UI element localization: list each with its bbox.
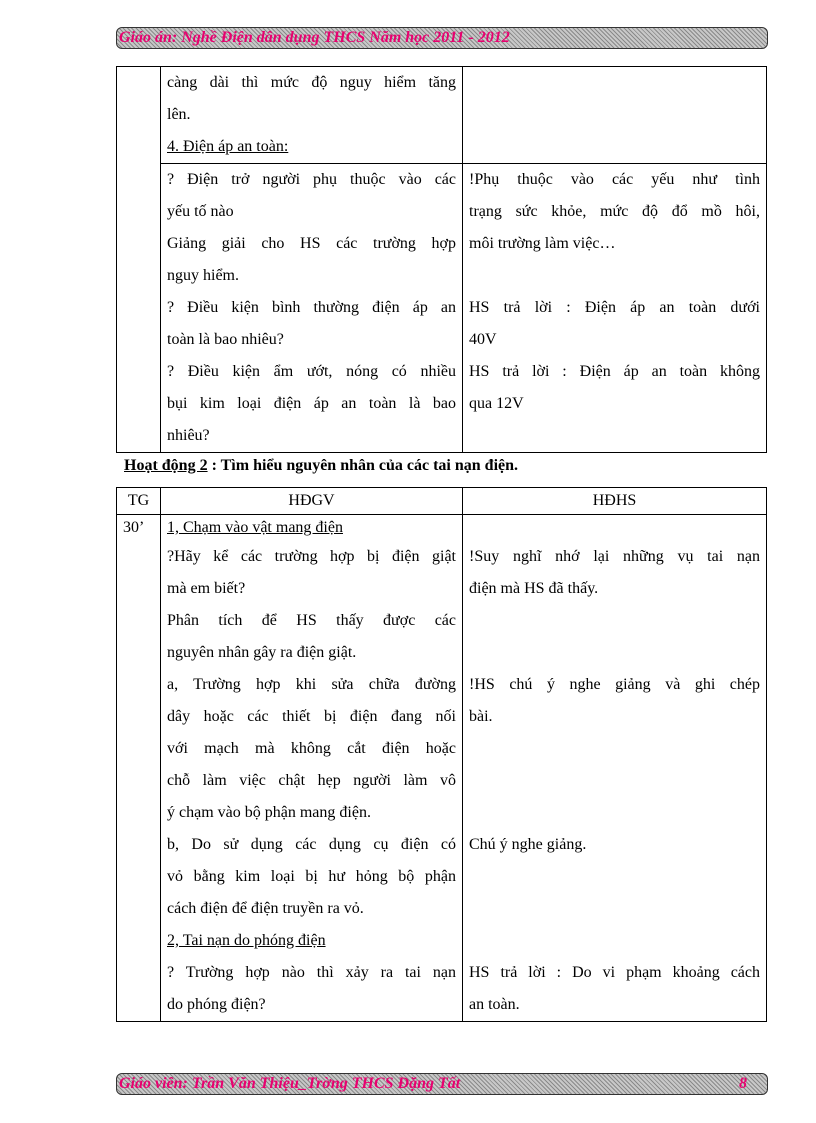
text-line: bài. — [469, 708, 493, 725]
text-line: Giảng giải cho HS các trường hợp — [167, 235, 456, 252]
footer-banner — [116, 1073, 768, 1095]
time-cell — [117, 515, 161, 1022]
text-line: cách điện để điện truyền ra vỏ. — [167, 900, 364, 917]
text-line: dây hoặc các thiết bị điện đang nối — [167, 708, 456, 725]
text-line: nhiêu? — [167, 427, 210, 444]
text-line: ? Trường hợp nào thì xảy ra tai nạn — [167, 964, 456, 981]
text-line: !Suy nghĩ nhớ lại những vụ tai nạn — [469, 548, 760, 565]
lesson-table-continued — [116, 66, 767, 453]
empty-line — [469, 637, 760, 669]
time-value: 30’ — [123, 519, 145, 536]
text-line: an toàn. — [469, 996, 520, 1013]
lesson-table — [116, 487, 767, 1022]
hdgv-header: HĐGV — [161, 488, 463, 515]
text-line: Phân tích để HS thấy được các — [167, 612, 456, 629]
text-line: HS trả lời : Do vi phạm khoảng cách — [469, 964, 760, 981]
hdgv-cell — [161, 292, 463, 356]
text-line: b, Do sử dụng các dụng cụ điện có — [167, 836, 456, 853]
empty-line — [469, 733, 760, 765]
text-line: mà em biết? — [167, 580, 246, 597]
section-title: 4. Điện áp an toàn: — [167, 138, 289, 155]
text-line: a, Trường hợp khi sửa chữa đường — [167, 676, 456, 693]
empty-line — [469, 925, 760, 957]
text-line: trạng sức khỏe, mức độ đổ mồ hôi, — [469, 203, 760, 220]
text-line: 40V — [469, 331, 497, 348]
hdhs-header: HĐHS — [463, 488, 767, 515]
table-row — [117, 515, 767, 1022]
empty-line — [469, 260, 760, 292]
text-line: môi trường làm việc… — [469, 235, 616, 252]
table-header-row — [117, 488, 767, 515]
text-line: HS trả lời : Điện áp an toàn không — [469, 363, 760, 380]
hdgv-cell — [161, 515, 463, 1022]
text-line: yếu tố nào — [167, 203, 234, 220]
hdhs-cell — [463, 356, 767, 453]
empty-line — [469, 797, 760, 829]
hdhs-cell — [463, 515, 767, 1022]
hdgv-cell — [161, 67, 463, 164]
text-line: chỗ làm việc chật hẹp người làm vô — [167, 772, 456, 789]
empty-line — [469, 893, 760, 925]
hdgv-cell — [161, 164, 463, 293]
header-text: Giáo án: Nghề Điện dân dụng THCS Năm học 2011 - 2012 — [119, 29, 510, 46]
tg-header: TG — [117, 488, 161, 515]
section-title: 1, Chạm vào vật mang điện — [167, 519, 343, 536]
text-line: Chú ý nghe giảng. — [469, 836, 587, 853]
text-line: nguyên nhân gây ra điện giật. — [167, 644, 357, 661]
hdgv-cell — [161, 356, 463, 453]
header-banner — [116, 27, 768, 49]
activity-title: : Tìm hiểu nguyên nhân của các tai nạn điện. — [207, 457, 519, 474]
text-line: càng dài thì mức độ nguy hiểm tăng — [167, 74, 456, 91]
tg-cell — [117, 67, 161, 453]
text-line: do phóng điện? — [167, 996, 266, 1013]
text-line: qua 12V — [469, 395, 524, 412]
text-line: HS trả lời : Điện áp an toàn dưới — [469, 299, 760, 316]
empty-line — [469, 420, 760, 452]
table-row — [117, 292, 767, 356]
text-line: ? Điều kiện ẩm ướt, nóng có nhiều — [167, 363, 456, 380]
empty-line — [469, 861, 760, 893]
text-line: với mạch mà không cắt điện hoặc — [167, 740, 456, 757]
text-line: ?Hãy kể các trường hợp bị điện giật — [167, 548, 456, 565]
text-line: bụi kim loại điện áp an toàn là bao — [167, 395, 456, 412]
table-row — [117, 67, 767, 164]
hdhs-cell — [463, 67, 767, 164]
text-line: toàn là bao nhiêu? — [167, 331, 284, 348]
section-title: 2, Tai nạn do phóng điện — [167, 932, 326, 949]
footer-text: Giáo viên: Trần Văn Thiệu_Trờng THCS Đặng Tất — [119, 1075, 461, 1092]
text-line: lên. — [167, 106, 191, 123]
text-line: !HS chú ý nghe giảng và ghi chép — [469, 676, 760, 693]
text-line: ? Điều kiện bình thường điện áp an — [167, 299, 456, 316]
text-line: vỏ bằng kim loại bị hư hỏng bộ phận — [167, 868, 456, 885]
text-line: !Phụ thuộc vào các yếu như tình — [469, 171, 760, 188]
empty-line — [469, 515, 760, 541]
hdhs-cell — [463, 164, 767, 293]
activity-label: Hoạt động 2 — [124, 457, 208, 474]
text-line: ý chạm vào bộ phận mang điện. — [167, 804, 371, 821]
empty-line — [469, 605, 760, 637]
empty-line — [469, 765, 760, 797]
text-line: nguy hiểm. — [167, 267, 239, 284]
text-line: điện mà HS đã thấy. — [469, 580, 599, 597]
table-row — [117, 356, 767, 453]
hdhs-cell — [463, 292, 767, 356]
table-row — [117, 164, 767, 293]
activity-heading — [124, 455, 518, 477]
text-line: ? Điện trở người phụ thuộc vào các — [167, 171, 456, 188]
page-number: 8 — [739, 1075, 747, 1092]
